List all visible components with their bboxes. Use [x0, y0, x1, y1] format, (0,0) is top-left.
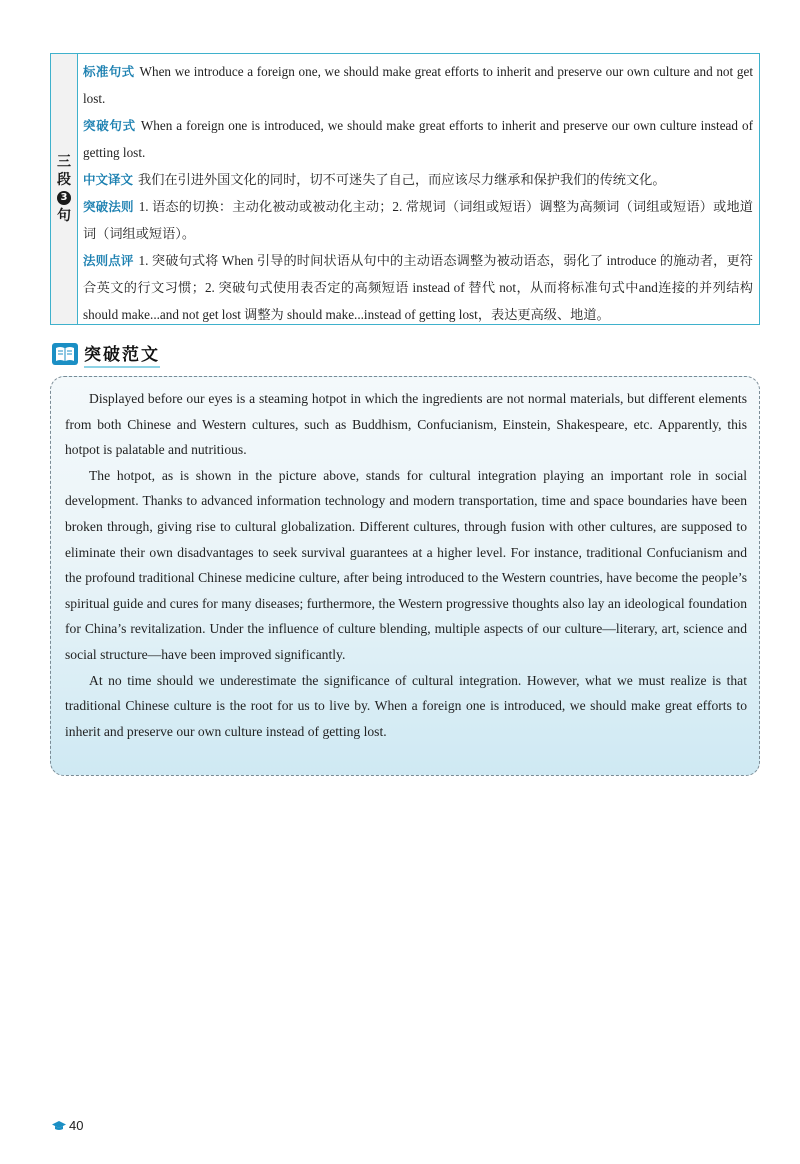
section-header	[52, 342, 160, 366]
row-text: 1. 语态的切换：主动化被动或被动化主动；2. 常规词（词组或短语）调整为高频词（词组或短语）或地道词（词组或短语）。	[83, 199, 753, 241]
essay-paragraph-2: The hotpot, as is shown in the picture above, stands for cultural integration playing an important role in social development. Thanks to advanced information technology and modern transportation, time and space boundaries have been broken through, giving rise to cultural globalization. Different cultures, through fusion with other cultures, are supposed to eliminate their own disadvantages to seek survival guarantees at a higher level. For instance, traditional Confucianism and the profound traditional Chinese medicine culture, after being introduced to the Western countries, have become the people’s spiritual guide and cures for many diseases; furthermore, the Western progressive thoughts also lay an ideological foundation for China’s revitalization. Under the influence of culture blending, multiple aspects of our culture—literary, art, science and social structure—have been improved significantly.	[65, 467, 747, 662]
standard-sentence-row	[83, 58, 753, 112]
row-tag: 中文译文	[83, 172, 134, 187]
page-footer	[52, 1118, 83, 1133]
sentence-analysis-box	[50, 53, 760, 325]
page-number: 40	[69, 1118, 84, 1133]
row-tag: 突破句式	[83, 118, 136, 133]
essay-paragraph-1: Displayed before our eyes is a steaming hotpot in which the ingredients are not normal materials, but different elements from both Chinese and Western cultures, such as Buddhism, Confucianism, Einstein, Shakespeare, etc. Apparently, this hotpot is palatable and nutritious.	[65, 391, 747, 458]
row-tag: 标准句式	[83, 64, 135, 79]
side-label-bottom: 句	[57, 208, 71, 224]
row-tag: 法则点评	[83, 253, 134, 268]
improved-sentence-row	[83, 112, 753, 166]
row-text: 我们在引进外国文化的同时，切不可迷失了自己，而应该尽力继承和保护我们的传统文化。	[138, 172, 666, 187]
translation-row	[83, 166, 753, 193]
section-side-tab	[51, 54, 78, 324]
model-essay-box	[50, 376, 760, 776]
rule-row	[83, 193, 753, 247]
book-icon	[52, 343, 78, 365]
sentence-number-badge: 3	[57, 191, 71, 205]
comment-row	[83, 247, 753, 328]
row-text: When a foreign one is introduced, we should make great efforts to inherit and preserve our own culture instead of getting lost.	[83, 118, 753, 160]
side-label-mid: 段	[57, 172, 71, 188]
row-tag: 突破法则	[83, 199, 134, 214]
essay-paragraph-3: At no time should we underestimate the significance of cultural integration. However, what we must realize is that traditional Chinese culture is the root for us to live by. When a foreign one is introduced, we should make great efforts to inherit and preserve our own culture instead of getting lost.	[65, 672, 747, 739]
graduation-cap-icon	[52, 1121, 66, 1131]
side-label-top: 三	[57, 154, 71, 170]
section-title: 突破范文	[84, 340, 160, 368]
row-text: 1. 突破句式将 When 引导的时间状语从句中的主动语态调整为被动语态，弱化了 introduce 的施动者，更符合英文的行文习惯；2. 突破句式使用表否定的高频短语 instead of 替代 not，从而将标准句式中and连接的并列结构 should make...and not get lost 调整为 should make...instead of getting lost，表达更高级、地道。	[83, 253, 753, 322]
row-text: When we introduce a foreign one, we should make great efforts to inherit and preserve our own culture and not get lost.	[83, 64, 753, 106]
